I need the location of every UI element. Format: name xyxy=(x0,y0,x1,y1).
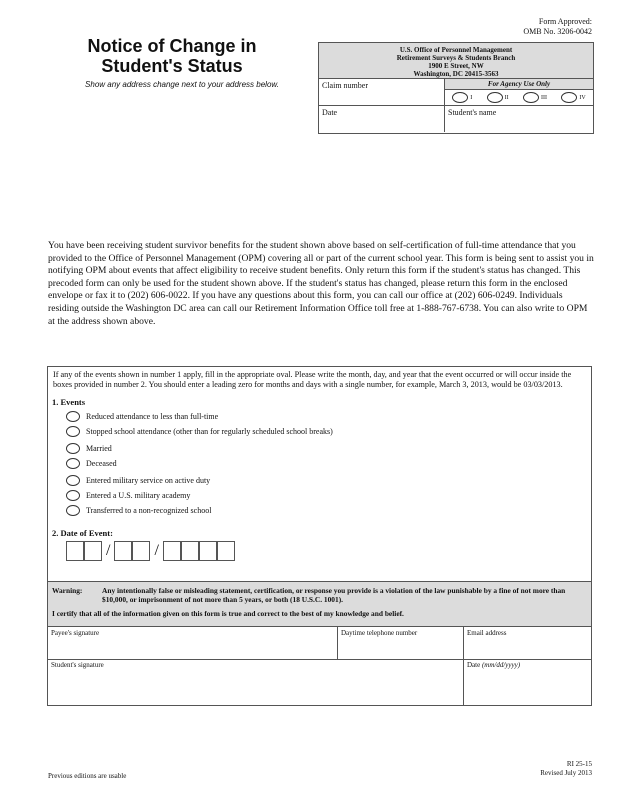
year-digit-box[interactable] xyxy=(199,541,217,561)
option-label: III xyxy=(541,94,548,101)
oval-radio-icon[interactable] xyxy=(66,458,80,469)
month-digit-box[interactable] xyxy=(84,541,102,561)
signature-date-field[interactable] xyxy=(464,659,591,705)
event-option-reduced-attendance[interactable] xyxy=(66,409,591,424)
address-line: Retirement Surveys & Students Branch xyxy=(396,54,516,62)
warning-section xyxy=(48,581,591,627)
omb-number: OMB No. 3206-0042 xyxy=(523,27,592,36)
date-separator: / xyxy=(106,542,111,559)
student-signature-field[interactable] xyxy=(48,659,464,705)
event-label: Entered military service on active duty xyxy=(86,476,211,485)
oval-radio-icon[interactable] xyxy=(66,411,80,422)
oval-radio-icon[interactable] xyxy=(66,505,80,516)
agency-option-1[interactable] xyxy=(452,92,472,103)
date-format-hint: (mm/dd/yyyy) xyxy=(481,661,521,669)
month-digit-box[interactable] xyxy=(66,541,84,561)
claim-number-label: Claim number xyxy=(322,81,368,90)
student-name-field[interactable] xyxy=(445,106,593,132)
agency-use-options xyxy=(445,90,593,105)
approval-line: Form Approved: xyxy=(538,17,592,26)
certification-statement: I certify that all of the information given on this form is true and correct to the best of my knowledge and belief. xyxy=(52,609,404,618)
form-number: RI 25-15 xyxy=(566,760,592,768)
address-line: 1900 E Street, NW xyxy=(428,62,484,70)
events-heading: 1. Events xyxy=(52,397,86,407)
daytime-phone-label: Daytime telephone number xyxy=(341,629,418,637)
student-signature-label: Student's signature xyxy=(51,661,104,669)
opm-address xyxy=(319,43,593,79)
footer-note: Previous editions are usable xyxy=(48,772,127,780)
claim-number-field[interactable] xyxy=(319,79,445,105)
revision-date: Revised July 2013 xyxy=(540,769,592,777)
oval-radio-icon[interactable] xyxy=(66,490,80,501)
event-option-married[interactable] xyxy=(66,441,591,456)
daytime-phone-field[interactable] xyxy=(338,627,464,659)
address-box xyxy=(318,42,594,134)
oval-icon xyxy=(452,92,468,103)
page-subtitle: Show any address change next to your address below. xyxy=(85,80,279,89)
event-option-stopped-attendance[interactable] xyxy=(66,424,591,439)
event-label: Entered a U.S. military academy xyxy=(86,491,191,500)
form-id xyxy=(540,760,592,778)
oval-icon xyxy=(523,92,539,103)
option-label: II xyxy=(504,94,509,101)
date-separator: / xyxy=(154,542,159,559)
date-field[interactable] xyxy=(319,106,445,132)
year-digit-box[interactable] xyxy=(163,541,181,561)
payee-signature-label: Payee's signature xyxy=(51,629,100,637)
page-title xyxy=(52,36,292,76)
event-label: Married xyxy=(86,444,112,453)
event-option-military-service[interactable] xyxy=(66,473,591,488)
date-row xyxy=(319,106,593,132)
title-line-2: Student's Status xyxy=(101,56,243,76)
event-label: Deceased xyxy=(86,459,117,468)
payee-signature-field[interactable] xyxy=(48,627,338,659)
email-field[interactable] xyxy=(464,627,591,659)
date-label: Date xyxy=(322,108,338,117)
oval-icon xyxy=(487,92,503,103)
oval-radio-icon[interactable] xyxy=(66,426,80,437)
agency-option-4[interactable] xyxy=(561,92,585,103)
oval-radio-icon[interactable] xyxy=(66,443,80,454)
email-label: Email address xyxy=(467,629,507,637)
omb-approval xyxy=(523,17,592,37)
date-of-event-heading: 2. Date of Event: xyxy=(52,528,113,538)
event-label: Transferred to a non-recognized school xyxy=(86,506,212,515)
instructions: If any of the events shown in number 1 apply, fill in the appropriate oval. Please write the month, day, and year that the event occurred or will occur inside the boxes provided in number 2. You should enter a leading zero for months and days with a single number, for example, March 3, 2013, would be 03/03/2013. xyxy=(53,370,572,389)
claim-row xyxy=(319,79,593,106)
oval-icon xyxy=(561,92,577,103)
address-line: Washington, DC 20415-3563 xyxy=(413,70,499,78)
event-option-transferred[interactable] xyxy=(66,503,591,518)
day-digit-box[interactable] xyxy=(114,541,132,561)
agency-use-field xyxy=(445,79,593,105)
address-line: U.S. Office of Personnel Management xyxy=(399,46,513,54)
event-label: Stopped school attendance (other than for regularly scheduled school breaks) xyxy=(86,427,333,436)
signature-row-student xyxy=(48,659,591,705)
day-digit-box[interactable] xyxy=(132,541,150,561)
event-label: Reduced attendance to less than full-time xyxy=(86,412,219,421)
oval-radio-icon[interactable] xyxy=(66,475,80,486)
title-line-1: Notice of Change in xyxy=(87,36,257,56)
event-option-military-academy[interactable] xyxy=(66,488,591,503)
signature-row-payee xyxy=(48,627,591,660)
agency-option-3[interactable] xyxy=(523,92,547,103)
status-form xyxy=(47,366,592,706)
agency-option-2[interactable] xyxy=(487,92,509,103)
event-option-deceased[interactable] xyxy=(66,456,591,471)
agency-use-label: For Agency Use Only xyxy=(445,79,593,90)
signature-date-label: Date xyxy=(467,661,481,669)
date-of-event-input xyxy=(66,541,591,561)
option-label: I xyxy=(470,94,473,101)
year-digit-box[interactable] xyxy=(217,541,235,561)
year-digit-box[interactable] xyxy=(181,541,199,561)
warning-label: Warning: xyxy=(52,586,83,595)
student-name-label: Student's name xyxy=(448,108,497,117)
option-label: IV xyxy=(579,94,586,101)
intro-paragraph: You have been receiving student survivor benefits for the student shown above based on self-certification of full-time attendance that you provided to the Office of Personnel Management (OPM) covering all or part of the current school year. This form is being sent to assist you in notifying OPM about events that affect eligibility to receive student benefits. Only return this form if the student's status has changed. This precoded form can only be used for the student shown above. If the student's status has changed, please return this form in the enclosed envelope or fax it to (202) 606-0022. If you have any questions about this form, you can call our office at (202) 606-0249. Individuals residing outside the Washington DC area can call our Retirement Information Office toll free at 1-888-767-6738. You can also write to OPM at the address shown above. xyxy=(48,240,594,327)
warning-text: Any intentionally false or misleading statement, certification, or response you provide is a violation of the law punishable by a fine of not more than $10,000, or imprisonment of not more than 5 years, or both (18 U.S.C. 1001). xyxy=(102,586,566,604)
